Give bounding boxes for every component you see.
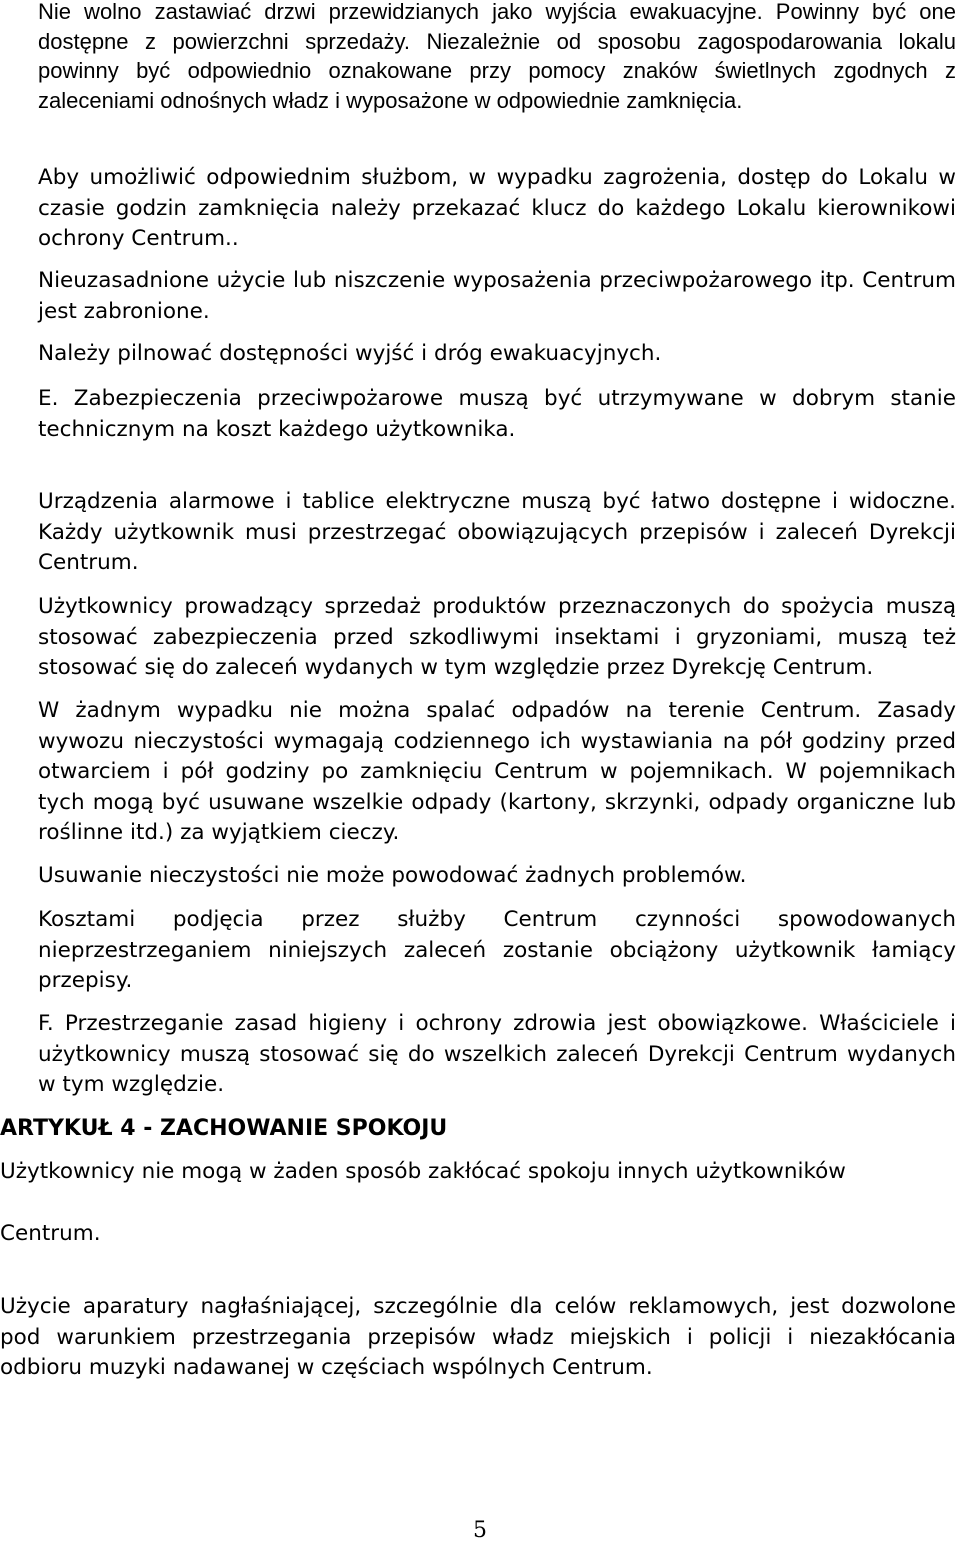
article-heading: ARTYKUŁ 4 - ZACHOWANIE SPOKOJU	[0, 1116, 448, 1141]
paragraph-evacuation-routes: Należy pilnować dostępności wyjść i dróg ewakuacyjnych.	[38, 341, 662, 366]
paragraph-quiet-continued: Centrum.	[0, 1221, 101, 1246]
paragraph-alarm-devices: Urządzenia alarmowe i tablice elektryczne muszą być łatwo dostępne i widoczne. Każdy użytkownik musi przestrzegać obowiązujących przepisów i zaleceń Dyrekcji Centrum.	[38, 489, 956, 575]
paragraph-quiet: Użytkownicy nie mogą w żaden sposób zakłócać spokoju innych użytkowników	[0, 1159, 846, 1184]
paragraph-costs: Kosztami podjęcia przez służby Centrum czynności spowodowanych nieprzestrzeganiem niniejszych zaleceń zostanie obciążony użytkownik łamiący przepisy.	[38, 907, 956, 993]
paragraph-sound-equipment: Użycie aparatury nagłaśniającej, szczególnie dla celów reklamowych, jest dozwolone pod warunkiem przestrzegania przepisów władz miejskich i policji i niezakłócania odbioru muzyki nadawanej w częściach wspólnych Centrum.	[0, 1294, 956, 1380]
page-number: 5	[473, 1518, 487, 1543]
paragraph-fire-equipment: Nieuzasadnione użycie lub niszczenie wyposażenia przeciwpożarowego itp. Centrum jest zabronione.	[38, 268, 956, 324]
paragraph-food-pests: Użytkownicy prowadzący sprzedaż produktów przeznaczonych do spożycia muszą stosować zabezpieczenia przed szkodliwymi insektami i gryzoniami, muszą też stosować się do zaleceń wydanych w tym względzie przez Dyrekcję Centrum.	[38, 594, 956, 680]
paragraph-waste: W żadnym wypadku nie można spalać odpadów na terenie Centrum. Zasady wywozu nieczystości wymagają codziennego ich wystawiania na pół godziny przed otwarciem i pół godziny po zamknięciu Centrum w pojemnikach. W pojemnikach tych mogą być usuwane wszelkie odpady (kartony, skrzynki, odpady organiczne lub roślinne itd.) za wyjątkiem cieczy.	[38, 698, 956, 845]
paragraph-waste-removal: Usuwanie nieczystości nie może powodować żadnych problemów.	[38, 863, 747, 888]
paragraph-key-access: Aby umożliwić odpowiednim służbom, w wypadku zagrożenia, dostęp do Lokalu w czasie godzin zamknięcia należy przekazać klucz do każdego Lokalu kierownikowi ochrony Centrum..	[38, 165, 956, 251]
paragraph-emergency-exits: Nie wolno zastawiać drzwi przewidzianych jako wyjścia ewakuacyjne. Powinny być one dostępne z powierzchni sprzedaży. Niezależnie od sposobu zagospodarowania lokalu powinny być odpowiednio oznakowane przy pomocy znaków świetlnych zgodnych z zaleceniami odnośnych władz i wyposażone w odpowiednie zamknięcia.	[38, 0, 956, 113]
paragraph-f-hygiene: F. Przestrzeganie zasad higieny i ochrony zdrowia jest obowiązkowe. Właściciele i użytkownicy muszą stosować się do wszelkich zaleceń Dyrekcji Centrum wydanych w tym względzie.	[38, 1011, 956, 1097]
paragraph-e-fire-protection: E. Zabezpieczenia przeciwpożarowe muszą być utrzymywane w dobrym stanie technicznym na koszt każdego użytkownika.	[38, 386, 956, 442]
